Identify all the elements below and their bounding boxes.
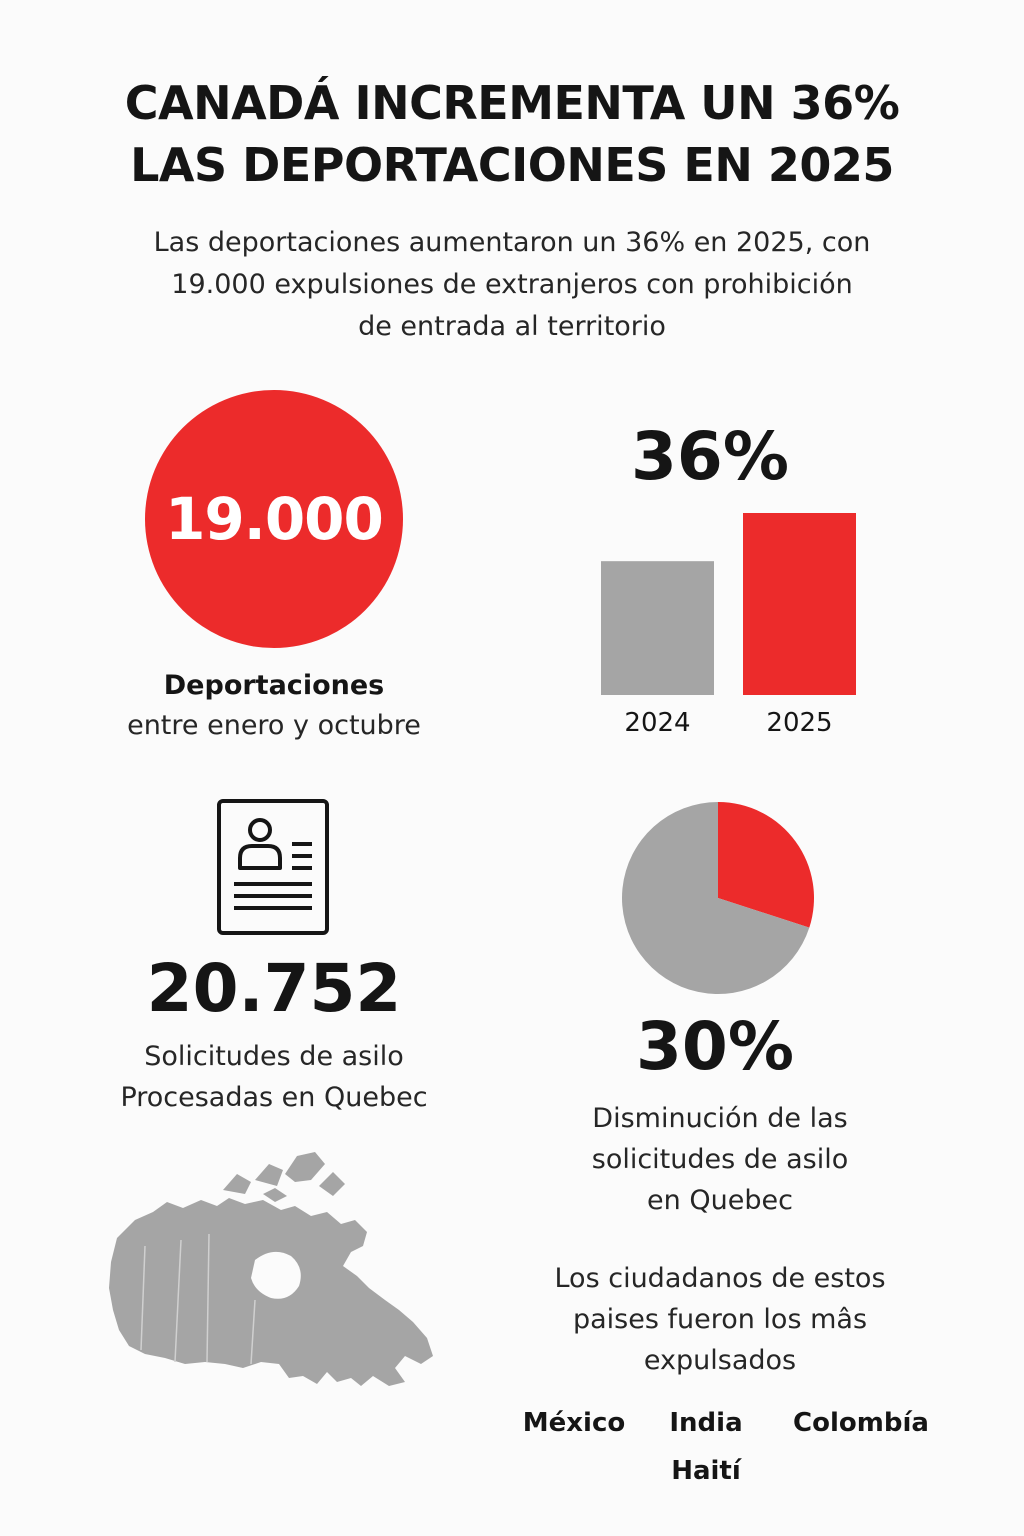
title-line-2: LAS DEPORTACIONES EN 2025 <box>130 138 894 192</box>
countries-intro-line-1: Los ciudadanos de estos <box>554 1263 886 1294</box>
page-subtitle <box>90 222 934 348</box>
decrease-percentage: 30% <box>636 1008 794 1085</box>
page-title <box>0 72 1024 196</box>
deportations-label <box>60 666 488 746</box>
bar-label-2025: 2025 <box>766 708 833 738</box>
countries-intro-line-2: paises fueron los mâs <box>572 1304 868 1335</box>
decrease-label-line-1: Disminución de las <box>592 1103 848 1134</box>
pie-chart <box>620 800 816 996</box>
arctic-islands <box>223 1152 345 1202</box>
country-india: India <box>669 1408 743 1438</box>
asylum-value: 20.752 <box>146 950 402 1027</box>
bar-2025 <box>743 513 856 695</box>
decrease-label <box>520 1098 920 1221</box>
deportations-circle <box>145 390 403 648</box>
deportations-label-bold: Deportaciones <box>163 670 385 701</box>
asylum-label-line-2: Procesadas en Quebec <box>120 1082 428 1113</box>
countries-intro <box>500 1258 940 1381</box>
subtitle-line-2: 19.000 expulsiones de extranjeros con prohibición <box>171 269 853 300</box>
document-person-icon <box>216 798 330 936</box>
subtitle-line-1: Las deportaciones aumentaron un 36% en 2025, con <box>153 227 871 258</box>
asylum-label <box>60 1036 488 1118</box>
decrease-label-line-3: en Quebec <box>647 1185 793 1216</box>
subtitle-line-3: de entrada al territorio <box>358 311 666 342</box>
increase-percentage: 36% <box>631 418 789 495</box>
deportations-value: 19.000 <box>165 485 383 553</box>
country-colombia: Colombía <box>793 1408 929 1438</box>
bar-chart <box>580 500 880 740</box>
country-haiti: Haití <box>671 1456 741 1486</box>
decrease-label-line-2: solicitudes de asilo <box>591 1144 849 1175</box>
asylum-label-line-1: Solicitudes de asilo <box>144 1041 404 1072</box>
countries-intro-line-3: expulsados <box>643 1345 797 1376</box>
title-line-1: CANADÁ INCREMENTA UN 36% <box>124 76 900 130</box>
bar-2024 <box>601 561 714 695</box>
country-mexico: México <box>522 1408 626 1438</box>
canada-map <box>105 1150 440 1450</box>
deportations-label-text: entre enero y octubre <box>127 710 421 741</box>
bar-label-2024: 2024 <box>624 708 691 738</box>
